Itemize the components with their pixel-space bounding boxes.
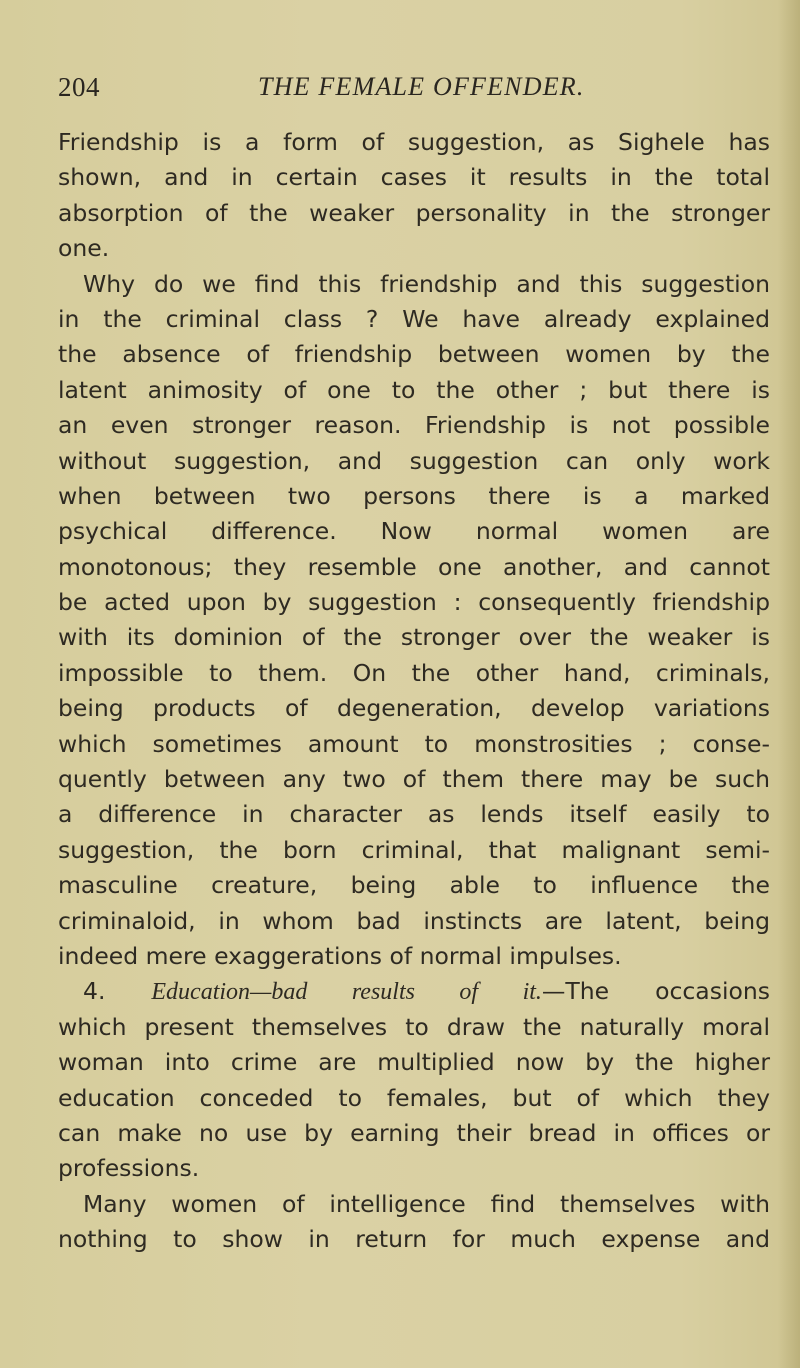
text-line: one. [58, 234, 110, 263]
body-text [58, 125, 770, 1258]
text-line: Friendship is a form of suggestion, as Sighele has [58, 128, 770, 156]
section-heading-continuation: —The occasions [541, 977, 770, 1006]
page-number: 204 [58, 72, 100, 102]
text-line: absorption of the weaker personality in the stronger [58, 198, 770, 227]
text-line: criminaloid, in whom bad instincts are latent, being [58, 906, 770, 935]
text-line: nothing to show in return for much expense and [58, 1225, 770, 1254]
text-line: when between two persons there is a marked [58, 481, 770, 510]
section-heading: Education—bad results of it. [151, 979, 542, 1006]
running-head: THE FEMALE OFFENDER. [258, 72, 585, 101]
page-edge-shadow [778, 0, 800, 1368]
text-line: being products of degeneration, develop variations [58, 694, 770, 723]
text-line: the absence of friendship between women by the [58, 340, 770, 369]
section-number: 4. [83, 977, 106, 1006]
text-line: which sometimes amount to monstrosities ; conse- [58, 729, 770, 758]
text-line: quently between any two of them there may be such [58, 765, 770, 794]
text-line: a difference in character as lends itself easily to [58, 800, 770, 829]
page-header [0, 72, 800, 112]
text-line: with its dominion of the stronger over the weaker is [58, 623, 770, 652]
paragraph-start-line: Many women of intelligence find themselves with [83, 1189, 770, 1218]
text-line: education conceded to females, but of which they [58, 1083, 770, 1112]
text-line: monotonous; they resemble one another, and cannot [58, 552, 770, 581]
text-line: suggestion, the born criminal, that malignant semi- [58, 835, 770, 864]
text-line: psychical difference. Now normal women are [58, 517, 770, 546]
text-line: be acted upon by suggestion : consequently friendship [58, 588, 770, 617]
text-line: woman into crime are multiplied now by the higher [58, 1048, 770, 1077]
text-line: impossible to them. On the other hand, criminals, [58, 658, 770, 687]
paragraph-start-line: Why do we find this friendship and this suggestion [83, 269, 770, 298]
text-line: latent animosity of one to the other ; but there is [58, 375, 770, 404]
text-line: in the criminal class ? We have already explained [58, 304, 770, 333]
text-line: can make no use by earning their bread in offices or [58, 1118, 770, 1147]
text-line: shown, and in certain cases it results in the total [58, 163, 770, 192]
text-line: masculine creature, being able to influence the [58, 871, 770, 900]
text-line: professions. [58, 1154, 200, 1183]
text-line: indeed mere exaggerations of normal impulses. [58, 941, 622, 970]
text-line: which present themselves to draw the naturally moral [58, 1012, 770, 1041]
section-heading-line [58, 974, 770, 1009]
text-line: an even stronger reason. Friendship is not possible [58, 411, 770, 440]
text-line: without suggestion, and suggestion can only work [58, 446, 770, 475]
